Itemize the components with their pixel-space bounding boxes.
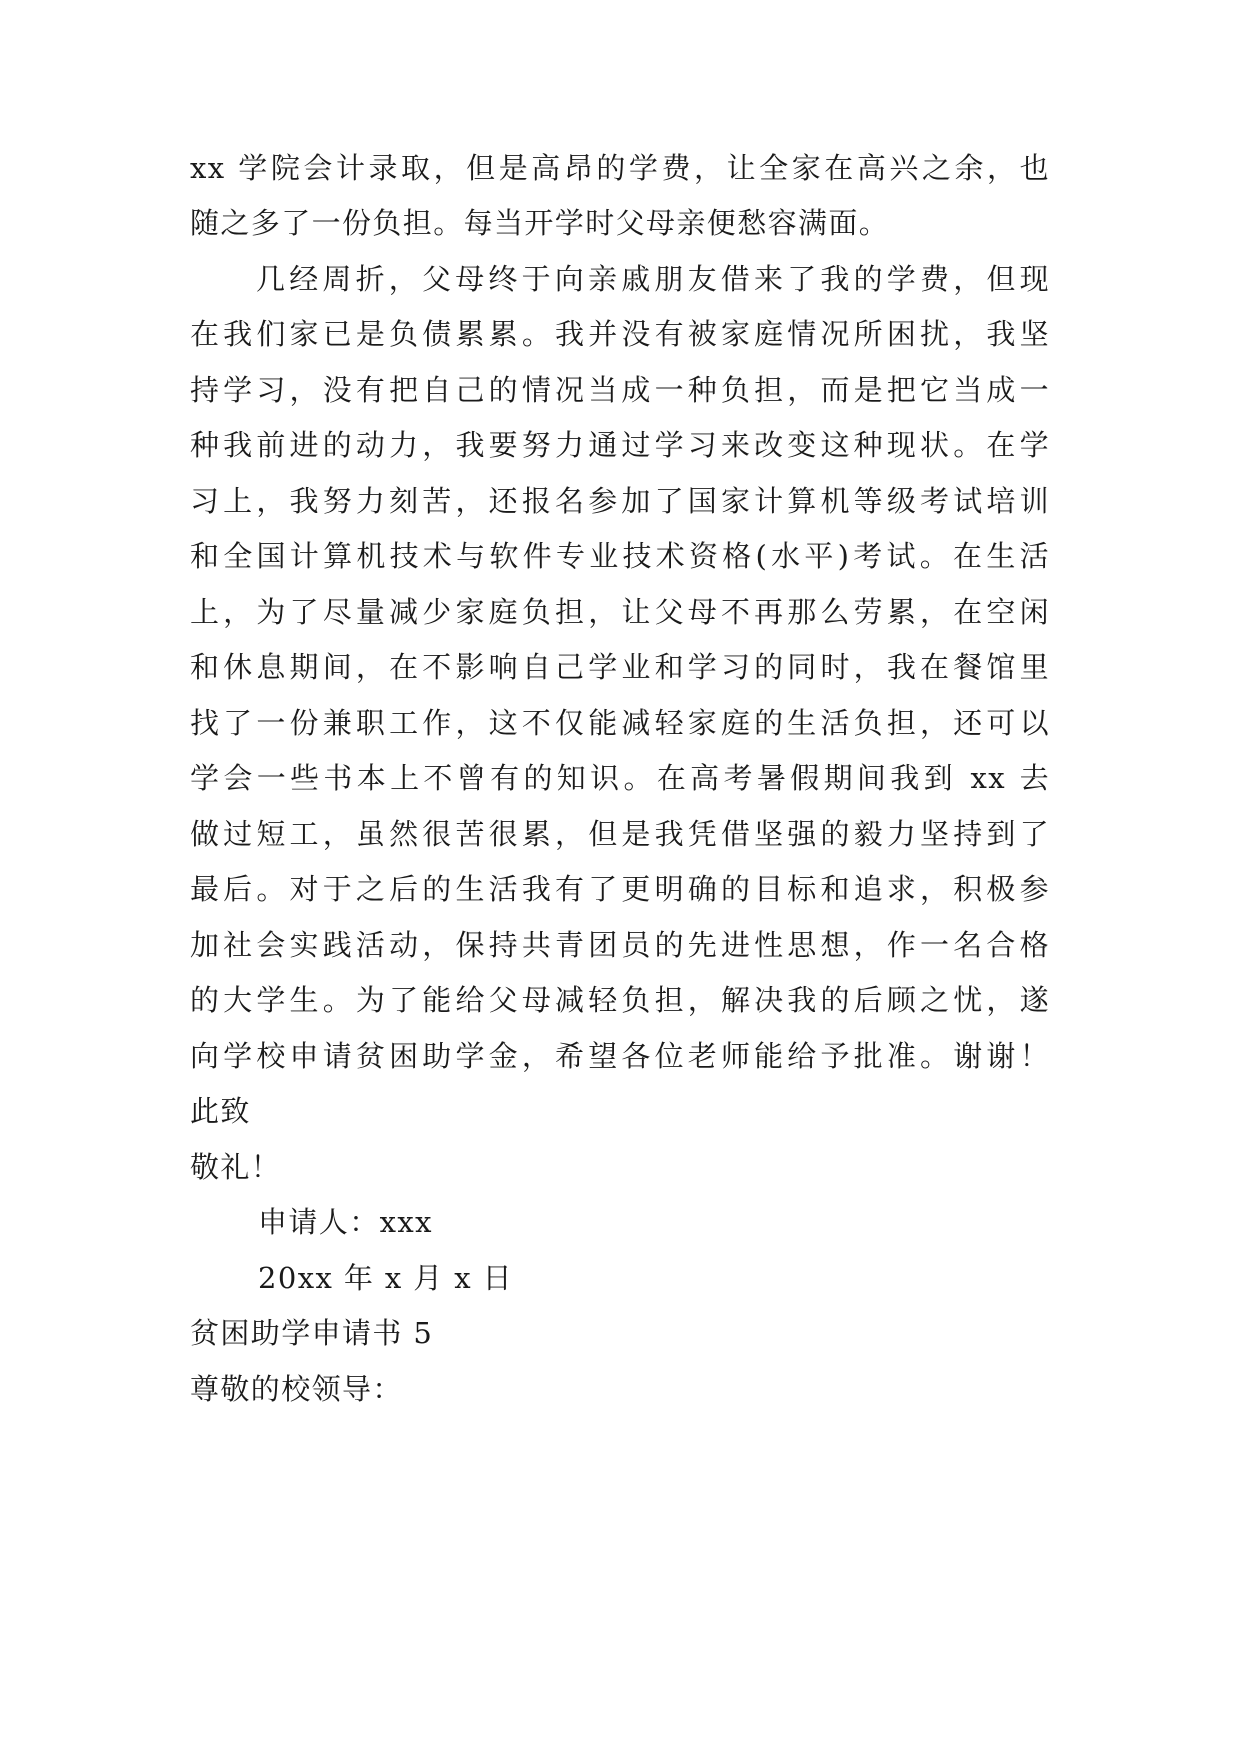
body-line: 找了一份兼职工作，这不仅能减轻家庭的生活负担，还可以 (190, 706, 1050, 740)
body-line: 上，为了尽量减少家庭负担，让父母不再那么劳累，在空闲 (190, 595, 1050, 629)
body-line: 向学校申请贫困助学金，希望各位老师能给予批准。谢谢！ (190, 1039, 1050, 1073)
next-section-title: 贫困助学申请书 5 (190, 1316, 434, 1350)
body-line: 学会一些书本上不曾有的知识。在高考暑假期间我到 xx 去 (190, 761, 1050, 795)
body-line: 的大学生。为了能给父母减轻负担，解决我的后顾之忧，遂 (190, 983, 1050, 1017)
closing-text: 此致 (190, 1094, 251, 1128)
body-line: xx 学院会计录取，但是高昂的学费，让全家在高兴之余，也 (190, 151, 1050, 185)
body-line: 做过短工，虽然很苦很累，但是我凭借坚强的毅力坚持到了 (190, 817, 1050, 851)
body-line: 加社会实践活动，保持共青团员的先进性思想，作一名合格 (190, 928, 1050, 962)
body-line: 随之多了一份负担。每当开学时父母亲便愁容满面。 (190, 206, 890, 240)
body-line: 和休息期间，在不影响自己学业和学习的同时，我在餐馆里 (190, 650, 1050, 684)
application-date: 20xx 年 x 月 x 日 (258, 1261, 514, 1295)
body-line: 几经周折，父母终于向亲戚朋友借来了我的学费，但现 (256, 262, 1050, 296)
applicant-signature: 申请人：xxx (258, 1205, 433, 1239)
body-line: 最后。对于之后的生活我有了更明确的目标和追求，积极参 (190, 872, 1050, 906)
body-line: 习上，我努力刻苦，还报名参加了国家计算机等级考试培训 (190, 484, 1050, 518)
salute-text: 敬礼！ (190, 1150, 282, 1184)
body-line: 种我前进的动力，我要努力通过学习来改变这种现状。在学 (190, 428, 1050, 462)
body-line: 在我们家已是负债累累。我并没有被家庭情况所困扰，我坚 (190, 317, 1050, 351)
body-line: 和全国计算机技术与软件专业技术资格(水平)考试。在生活 (190, 539, 1050, 573)
next-section-greeting: 尊敬的校领导： (190, 1372, 403, 1406)
body-line: 持学习，没有把自己的情况当成一种负担，而是把它当成一 (190, 373, 1050, 407)
